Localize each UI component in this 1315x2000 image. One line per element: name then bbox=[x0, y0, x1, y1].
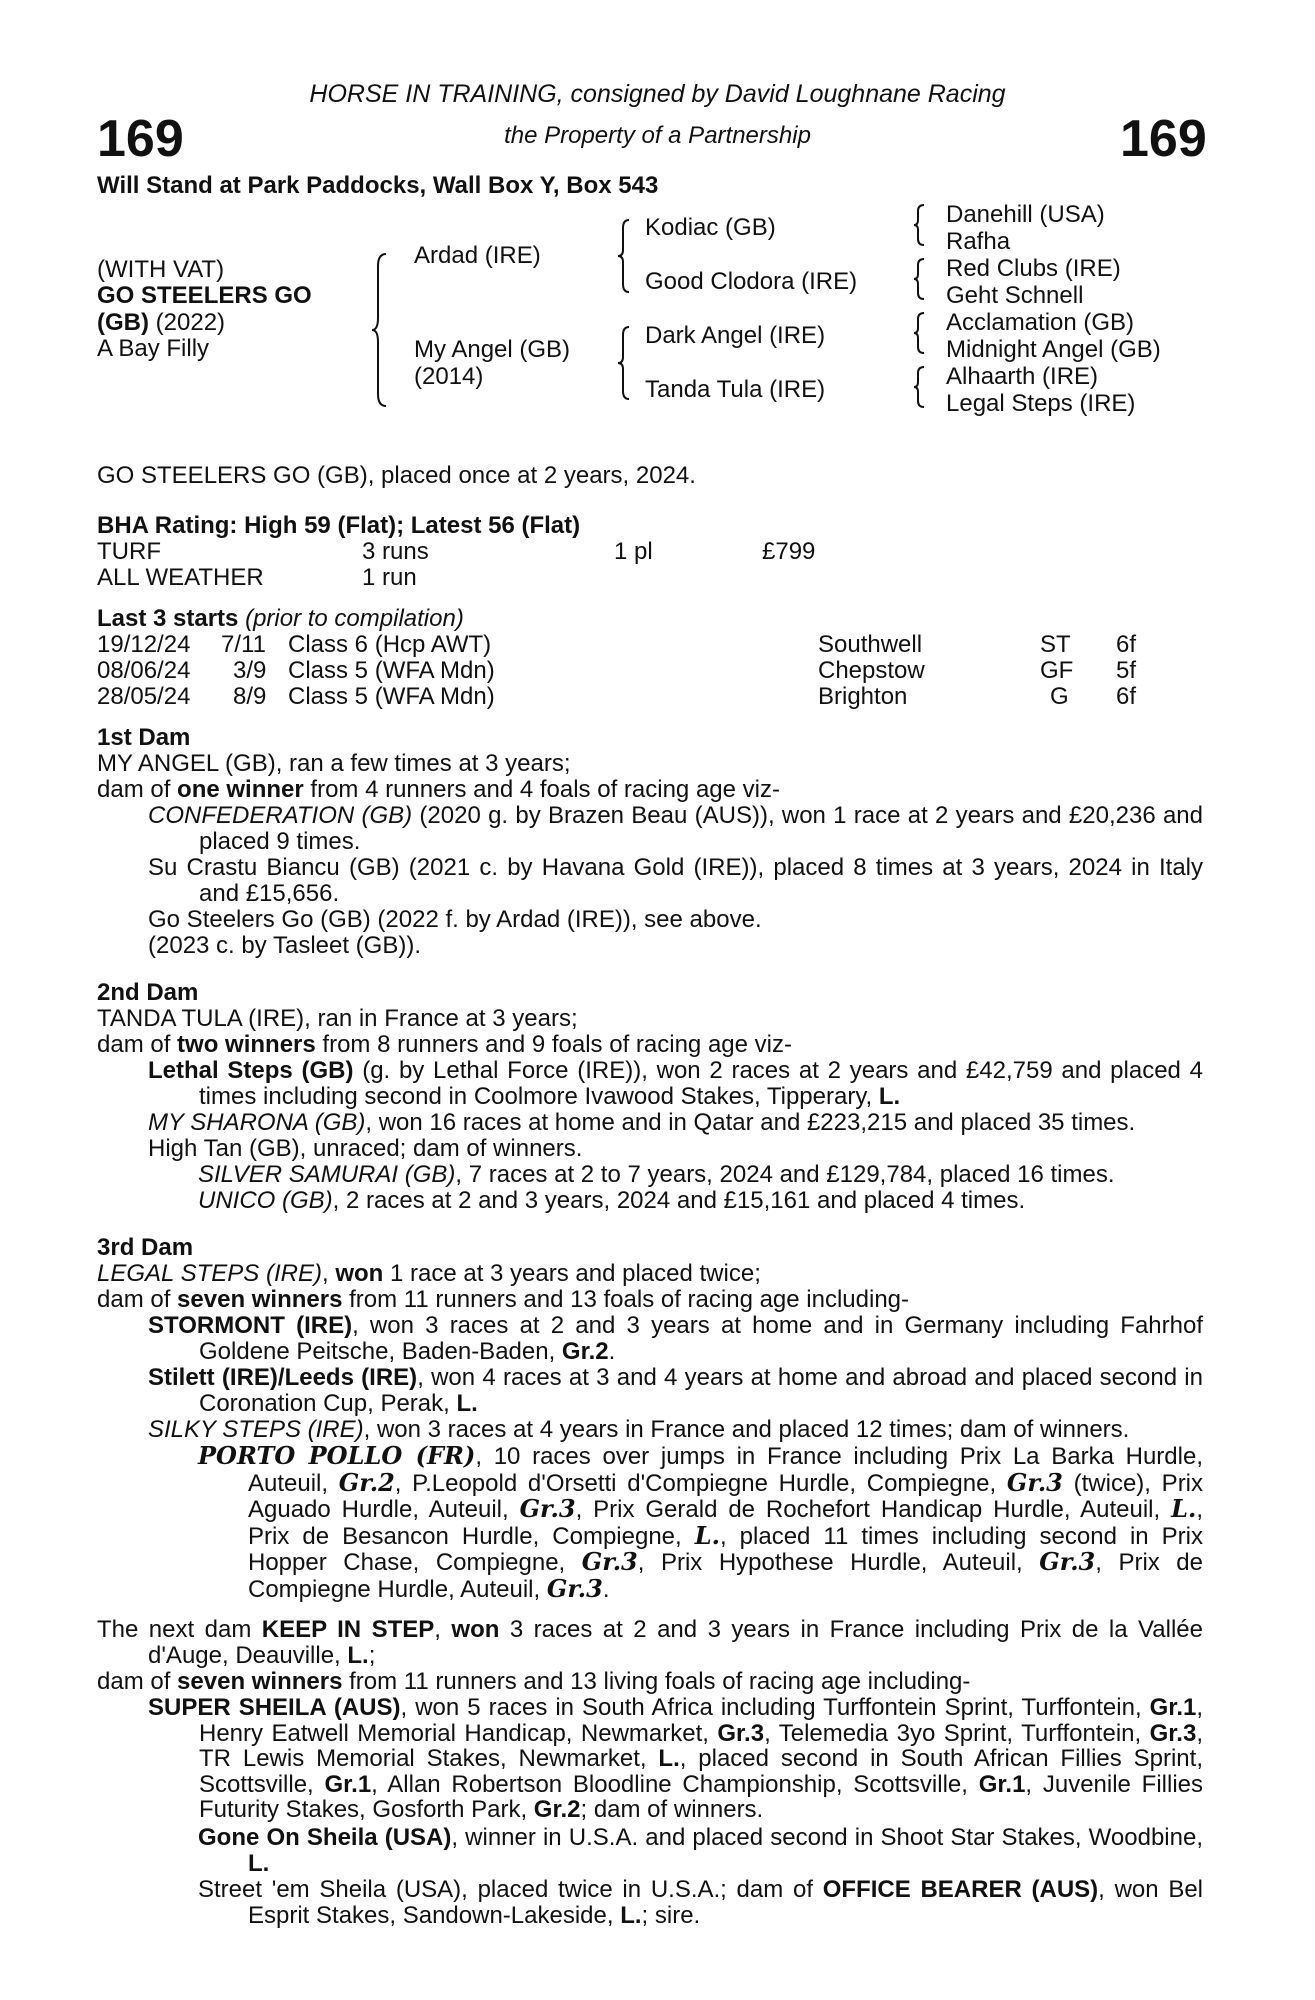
grand-produce-entry: Gone On Sheila (USA), winner in U.S.A. and placed second in Shoot Star Stakes, Woodbine, L. bbox=[198, 1824, 1203, 1877]
ancestor-8: Legal Steps (IRE) bbox=[946, 390, 1136, 417]
produce-entry: SUPER SHEILA (AUS), won 5 races in South Africa including Turffontein Sprint, Turffontein, Gr.1, Henry Eatwell Memorial Handicap, Newmarket, Gr.3, Telemedia 3yo Sprint, Turffontein, Gr.3, TR Lewis Memorial Stakes, Newmarket, L., placed second in South African Fillies Sprint, Scottsville, Gr.1, Allan Robertson Bloodline Championship, Scottsville, Gr.1, Juvenile Fillies Futurity Stakes, Gosforth Park, Gr.2; dam of winners. bbox=[148, 1694, 1204, 1824]
pedigree-brace-main bbox=[370, 252, 390, 408]
pedigree-brace-g1 bbox=[912, 203, 926, 247]
second-dam-line: TANDA TULA (IRE), ran in France at 3 years; bbox=[97, 1005, 578, 1032]
first-dam-heading: 1st Dam bbox=[97, 724, 191, 751]
rating-surface: ALL WEATHER bbox=[97, 564, 264, 591]
pedigree-brace-g3 bbox=[912, 311, 926, 355]
third-dam-heading: 3rd Dam bbox=[97, 1234, 194, 1261]
second-dam-heading: 2nd Dam bbox=[97, 979, 199, 1006]
grand-produce-entry: SILVER SAMURAI (GB), 7 races at 2 to 7 years, 2024 and £129,784, placed 16 times. bbox=[198, 1161, 1115, 1188]
start-distance: 6f bbox=[1116, 631, 1137, 658]
start-class: Class 6 (Hcp AWT) bbox=[288, 631, 492, 658]
ancestor-1: Danehill (USA) bbox=[946, 201, 1105, 228]
ancestor-3: Red Clubs (IRE) bbox=[946, 255, 1121, 282]
next-dam-produce: dam of seven winners from 11 runners and 13 living foals of racing age including- bbox=[97, 1668, 971, 1695]
start-going: GF bbox=[1040, 657, 1074, 684]
produce-entry: Stilett (IRE)/Leeds (IRE), won 4 races at 3 and 4 years at home and abroad and placed second in Coronation Cup, Perak, L. bbox=[148, 1364, 1203, 1417]
dam-dam: Tanda Tula (IRE) bbox=[645, 376, 826, 403]
lot-number-left: 169 bbox=[97, 110, 184, 168]
ancestor-5: Acclamation (GB) bbox=[946, 309, 1135, 336]
last-starts-heading: Last 3 starts (prior to compilation) bbox=[97, 605, 464, 632]
first-dam-line: MY ANGEL (GB), ran a few times at 3 years; bbox=[97, 750, 571, 777]
pedigree-brace-g4 bbox=[912, 365, 926, 409]
produce-entry: Go Steelers Go (GB) (2022 f. by Ardad (IRE)), see above. bbox=[148, 906, 762, 933]
ancestor-6: Midnight Angel (GB) bbox=[946, 336, 1161, 363]
rating-heading: BHA Rating: High 59 (Flat); Latest 56 (Flat) bbox=[97, 512, 581, 539]
pedigree-brace-sire bbox=[616, 218, 632, 294]
produce-entry: High Tan (GB), unraced; dam of winners. bbox=[148, 1135, 583, 1162]
rating-runs: 3 runs bbox=[362, 538, 429, 565]
first-dam-produce: dam of one winner from 4 runners and 4 foals of racing age viz- bbox=[97, 776, 780, 803]
start-class: Class 5 (WFA Mdn) bbox=[288, 657, 495, 684]
second-dam-produce: dam of two winners from 8 runners and 9 foals of racing age viz- bbox=[97, 1031, 792, 1058]
horse-name-suffix: (GB) (2022) bbox=[97, 309, 226, 336]
start-position: 7/11 bbox=[221, 631, 266, 658]
sire-sire: Kodiac (GB) bbox=[645, 214, 776, 241]
dam-year: (2014) bbox=[414, 363, 484, 390]
produce-entry: Su Crastu Biancu (GB) (2021 c. by Havana Gold (IRE)), placed 8 times at 3 years, 2024 in Italy and £15,656. bbox=[148, 854, 1203, 907]
produce-entry: (2023 c. by Tasleet (GB)). bbox=[148, 932, 421, 959]
third-dam-produce: dam of seven winners from 11 runners and 13 foals of racing age including- bbox=[97, 1286, 910, 1313]
property-line: the Property of a Partnership bbox=[504, 122, 811, 149]
vat-note: (WITH VAT) bbox=[97, 256, 225, 283]
produce-entry: CONFEDERATION (GB) (2020 g. by Brazen Beau (AUS)), won 1 race at 2 years and £20,236 and placed 9 times. bbox=[148, 802, 1203, 855]
sire-dam: Good Clodora (IRE) bbox=[645, 268, 858, 295]
produce-entry: Lethal Steps (GB) (g. by Lethal Force (IRE)), won 2 races at 2 years and £42,759 and placed 4 times including second in Coolmore Ivawood Stakes, Tipperary, L. bbox=[148, 1057, 1203, 1110]
start-date: 28/05/24 bbox=[97, 683, 191, 710]
start-course: Brighton bbox=[818, 683, 908, 710]
start-course: Chepstow bbox=[818, 657, 925, 684]
lot-number-right: 169 bbox=[1120, 110, 1207, 168]
rating-runs: 1 run bbox=[362, 564, 417, 591]
ancestor-7: Alhaarth (IRE) bbox=[946, 363, 1099, 390]
start-course: Southwell bbox=[818, 631, 923, 658]
rating-placed: 1 pl bbox=[614, 538, 653, 565]
third-dam-line: LEGAL STEPS (IRE), won 1 race at 3 years and placed twice; bbox=[97, 1260, 761, 1287]
produce-entry: SILKY STEPS (IRE), won 3 races at 4 years in France and placed 12 times; dam of winners. bbox=[148, 1416, 1130, 1443]
start-going: G bbox=[1050, 683, 1069, 710]
next-dam-line: The next dam KEEP IN STEP, won 3 races at 2 and 3 years in France including Prix de la Vallée d'Auge, Deauville, L.; bbox=[97, 1616, 1203, 1669]
start-date: 19/12/24 bbox=[97, 631, 191, 658]
grand-produce-entry: UNICO (GB), 2 races at 2 and 3 years, 2024 and £15,161 and placed 4 times. bbox=[198, 1187, 1026, 1214]
rating-surface: TURF bbox=[97, 538, 161, 565]
rating-prize: £799 bbox=[762, 538, 816, 565]
pedigree-brace-dam bbox=[616, 325, 632, 401]
pedigree-brace-g2 bbox=[912, 257, 926, 301]
consignment-line: HORSE IN TRAINING, consigned by David Loughnane Racing bbox=[309, 80, 1006, 108]
start-distance: 5f bbox=[1116, 657, 1137, 684]
start-date: 08/06/24 bbox=[97, 657, 191, 684]
produce-entry: MY SHARONA (GB), won 16 races at home and in Qatar and £223,215 and placed 35 times. bbox=[148, 1109, 1136, 1136]
ancestor-4: Geht Schnell bbox=[946, 282, 1084, 309]
start-distance: 6f bbox=[1116, 683, 1137, 710]
dam-name: My Angel (GB) bbox=[414, 336, 571, 363]
grand-produce-entry: PORTO POLLO (FR), 10 races over jumps in France including Prix La Barka Hurdle, Auteuil, Gr.2, P.Leopold d'Orsetti d'Compiegne Hurdle, Compiegne, Gr.3 (twice), Prix Aguado Hurdle, Auteuil, Gr.3, Prix Gerald de Rochefort Handicap Hurdle, Auteuil, L., Prix de Besancon Hurdle, Compiegne, L., placed 11 times including second in Prix Hopper Chase, Compiegne, Gr.3, Prix Hypothese Hurdle, Auteuil, Gr.3, Prix de Compiegne Hurdle, Auteuil, Gr.3. bbox=[198, 1441, 1204, 1603]
start-going: ST bbox=[1040, 631, 1071, 658]
dam-sire: Dark Angel (IRE) bbox=[645, 322, 826, 349]
grand-produce-entry: Street 'em Sheila (USA), placed twice in U.S.A.; dam of OFFICE BEARER (AUS), won Bel Esprit Stakes, Sandown-Lakeside, L.; sire. bbox=[198, 1876, 1204, 1929]
race-summary: GO STEELERS GO (GB), placed once at 2 years, 2024. bbox=[97, 462, 696, 489]
start-position: 8/9 bbox=[233, 683, 267, 710]
ancestor-2: Rafha bbox=[946, 228, 1011, 255]
start-position: 3/9 bbox=[233, 657, 267, 684]
horse-description: A Bay Filly bbox=[97, 335, 210, 362]
produce-entry: STORMONT (IRE), won 3 races at 2 and 3 years at home and in Germany including Fahrhof Goldene Peitsche, Baden-Baden, Gr.2. bbox=[148, 1312, 1204, 1365]
sire-name: Ardad (IRE) bbox=[414, 242, 541, 269]
start-class: Class 5 (WFA Mdn) bbox=[288, 683, 495, 710]
stand-location: Will Stand at Park Paddocks, Wall Box Y, Box 543 bbox=[97, 172, 659, 199]
horse-name: GO STEELERS GO bbox=[97, 282, 312, 309]
